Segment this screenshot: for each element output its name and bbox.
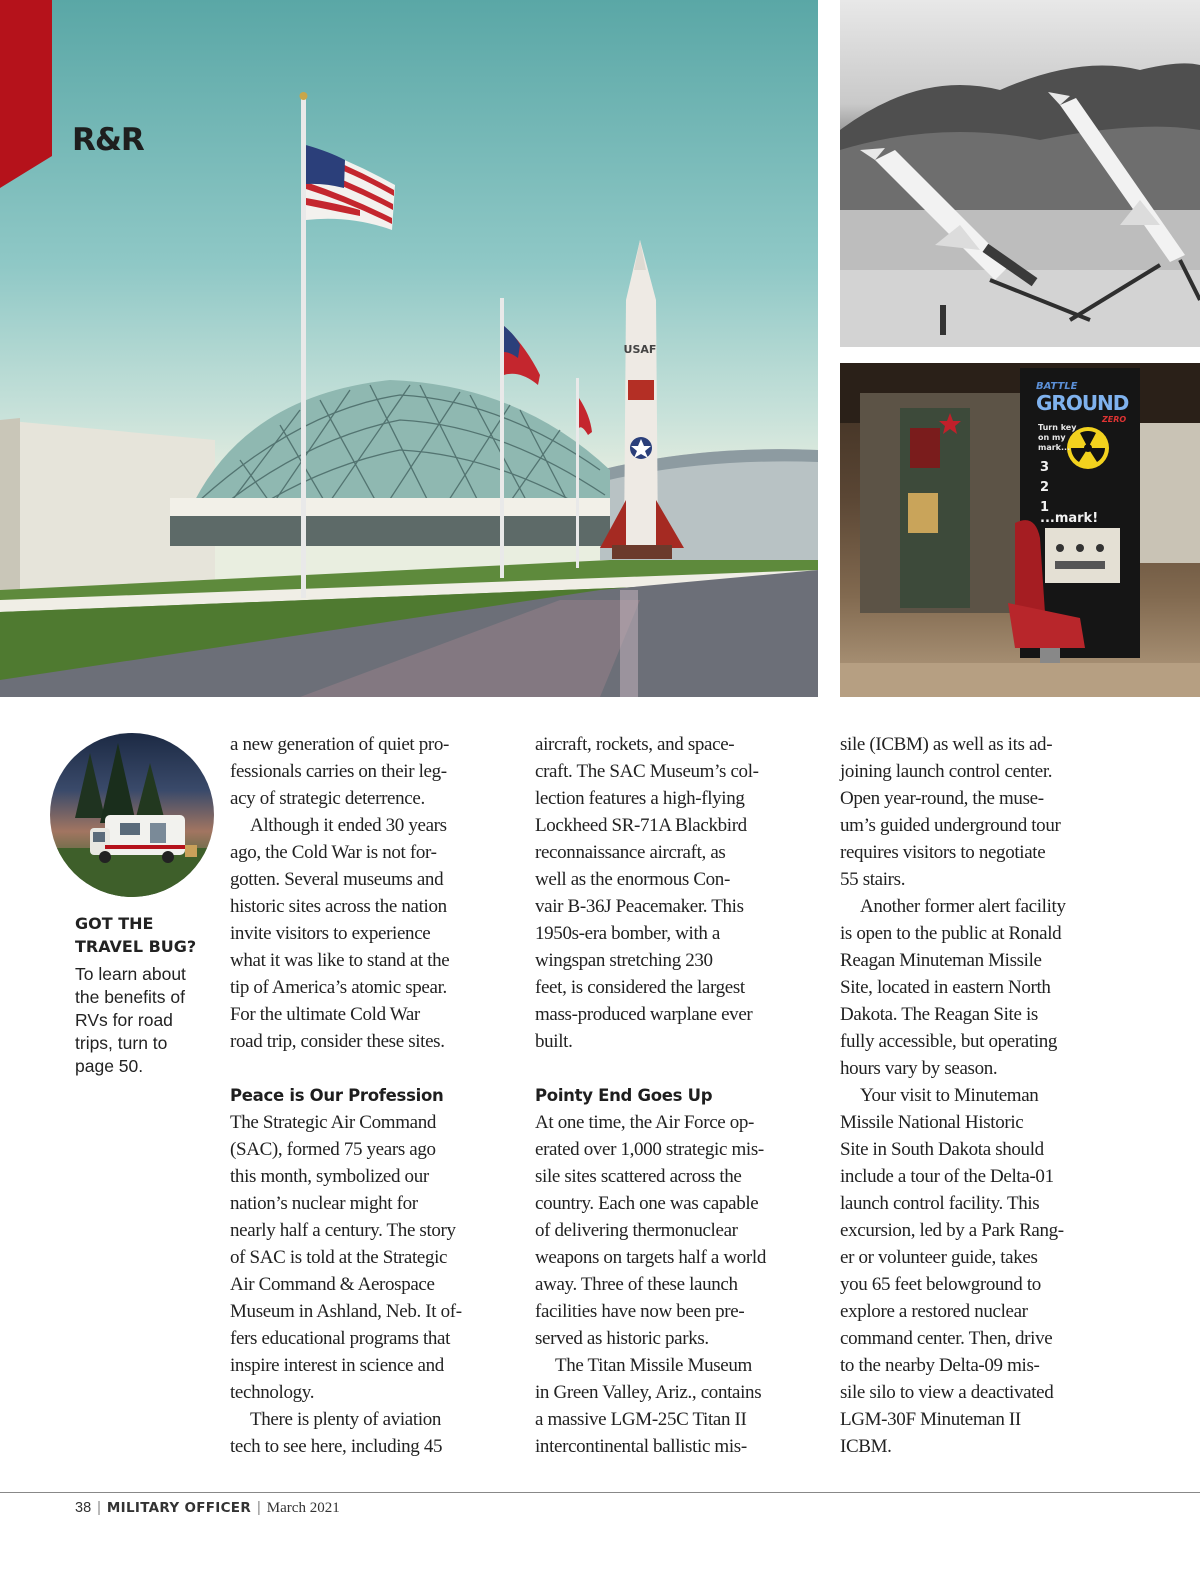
body-text-line: to the nearby Delta-09 mis- bbox=[840, 1355, 1040, 1376]
body-text-line: For the ultimate Cold War bbox=[230, 1004, 420, 1025]
body-text-line: The Strategic Air Command bbox=[230, 1112, 437, 1133]
body-text-line: Museum in Ashland, Neb. It of- bbox=[230, 1301, 462, 1322]
subheading: Peace is Our Profession bbox=[230, 1086, 444, 1105]
exhibit-brand-text: BATTLE bbox=[1036, 381, 1078, 392]
body-text-line: include a tour of the Delta-01 bbox=[840, 1166, 1054, 1187]
body-text-line: of delivering thermonuclear bbox=[535, 1220, 738, 1241]
american-flag-large bbox=[306, 145, 395, 230]
exhibit-sub-text: ZERO bbox=[1102, 415, 1127, 424]
rocket-usaf-text: USAF bbox=[623, 343, 657, 356]
body-text-line: At one time, the Air Force op- bbox=[535, 1112, 755, 1133]
issue-date: March 2021 bbox=[266, 1500, 340, 1516]
body-text-line: fully accessible, but operating bbox=[840, 1031, 1058, 1052]
body-text-line: erated over 1,000 strategic mis- bbox=[535, 1139, 764, 1160]
body-text-line: weapons on targets half a world bbox=[535, 1247, 766, 1268]
rv-illustration bbox=[50, 733, 214, 897]
body-text-line: country. Each one was capable bbox=[535, 1193, 759, 1214]
body-text-line: Site, located in eastern North bbox=[840, 977, 1051, 998]
article-column-2 bbox=[535, 731, 835, 1460]
body-text-line: 55 stairs. bbox=[840, 869, 906, 890]
body-text-line: um’s guided underground tour bbox=[840, 815, 1061, 836]
sidebar-body-line: trips, turn to bbox=[75, 1033, 168, 1053]
missile-launchers-photo bbox=[840, 0, 1200, 347]
body-text-line: well as the enormous Con- bbox=[535, 869, 730, 890]
article-column-1 bbox=[230, 731, 530, 1460]
body-text-line: vair B-36J Peacemaker. This bbox=[535, 896, 744, 917]
section-label: R&R bbox=[72, 122, 144, 158]
body-text-line: fers educational programs that bbox=[230, 1328, 451, 1349]
body-text-line: Lockheed SR-71A Blackbird bbox=[535, 815, 747, 836]
body-text-line: away. Three of these launch bbox=[535, 1274, 738, 1295]
body-text-line: you 65 feet belowground to bbox=[840, 1274, 1041, 1295]
exhibit-count-2: 2 bbox=[1040, 480, 1050, 495]
rv-camping-photo bbox=[50, 733, 214, 897]
exhibit-illustration bbox=[840, 363, 1200, 697]
exhibit-count-3: 3 bbox=[1040, 460, 1050, 475]
body-text-line: tech to see here, including 45 bbox=[230, 1436, 443, 1457]
sidebar-heading bbox=[75, 912, 225, 958]
body-text-line: (SAC), formed 75 years ago bbox=[230, 1139, 436, 1160]
body-text-line: wingspan stretching 230 bbox=[535, 950, 713, 971]
body-text-line: sile sites scattered across the bbox=[535, 1166, 742, 1187]
body-text-line: is open to the public at Ronald bbox=[840, 923, 1062, 944]
body-text-line: road trip, consider these sites. bbox=[230, 1031, 445, 1052]
body-text-line: acy of strategic deterrence. bbox=[230, 788, 425, 809]
body-text-line: lection features a high-flying bbox=[535, 788, 745, 809]
body-text-line: this month, symbolized our bbox=[230, 1166, 429, 1187]
body-text-line: a massive LGM-25C Titan II bbox=[535, 1409, 747, 1430]
body-text-line: requires visitors to negotiate bbox=[840, 842, 1046, 863]
magazine-name: MILITARY OFFICER bbox=[106, 1500, 252, 1516]
body-text-line: intercontinental ballistic mis- bbox=[535, 1436, 747, 1457]
body-text-line: Air Command & Aerospace bbox=[230, 1274, 435, 1295]
sidebar-body-line: the benefits of bbox=[75, 987, 185, 1007]
sac-museum-illustration bbox=[0, 0, 818, 697]
body-text-line: excursion, led by a Park Rang- bbox=[840, 1220, 1064, 1241]
page-number: 38 bbox=[75, 1500, 92, 1516]
exhibit-title-text: GROUND bbox=[1036, 391, 1129, 415]
sidebar-body bbox=[75, 963, 215, 1078]
page-footer bbox=[75, 1497, 340, 1519]
body-text-line: joining launch control center. bbox=[840, 761, 1053, 782]
footer-separator: | bbox=[257, 1500, 261, 1516]
body-text-line: gotten. Several museums and bbox=[230, 869, 444, 890]
body-text-line: tip of America’s atomic spear. bbox=[230, 977, 447, 998]
body-text-line: LGM-30F Minuteman II bbox=[840, 1409, 1021, 1430]
body-text-line: of SAC is told at the Strategic bbox=[230, 1247, 448, 1268]
exhibit-count-1: 1 bbox=[1040, 500, 1050, 515]
body-text-line: Open year-round, the muse- bbox=[840, 788, 1044, 809]
body-text-line: hours vary by season. bbox=[840, 1058, 998, 1079]
body-text-line: built. bbox=[535, 1031, 573, 1052]
body-text-line: Missile National Historic bbox=[840, 1112, 1024, 1133]
exhibit-mark-text: ...mark! bbox=[1040, 511, 1099, 526]
body-text-line: explore a restored nuclear bbox=[840, 1301, 1028, 1322]
sidebar-heading-line: GOT THE bbox=[75, 914, 154, 933]
body-text-line: Dakota. The Reagan Site is bbox=[840, 1004, 1038, 1025]
body-text-line: Site in South Dakota should bbox=[840, 1139, 1044, 1160]
body-text-line: a new generation of quiet pro- bbox=[230, 734, 449, 755]
body-text-line: launch control facility. This bbox=[840, 1193, 1040, 1214]
body-text-line: The Titan Missile Museum bbox=[555, 1355, 752, 1376]
body-text-line: aircraft, rockets, and space- bbox=[535, 734, 735, 755]
subheading: Pointy End Goes Up bbox=[535, 1086, 713, 1105]
body-text-line: sile silo to view a deactivated bbox=[840, 1382, 1054, 1403]
body-text-line: command center. Then, drive bbox=[840, 1328, 1053, 1349]
exhibit-line-3: mark... bbox=[1038, 443, 1071, 452]
sidebar-heading-line: TRAVEL BUG? bbox=[75, 937, 197, 956]
footer-separator: | bbox=[97, 1500, 101, 1516]
paragraph-gap bbox=[535, 1055, 835, 1082]
sac-museum-photo bbox=[0, 0, 818, 697]
body-text-line: mass-produced warplane ever bbox=[535, 1004, 753, 1025]
missile-illustration bbox=[840, 0, 1200, 347]
body-text-line: in Green Valley, Ariz., contains bbox=[535, 1382, 762, 1403]
body-text-line: ICBM. bbox=[840, 1436, 892, 1457]
body-text-line: sile (ICBM) as well as its ad- bbox=[840, 734, 1053, 755]
body-text-line: ago, the Cold War is not for- bbox=[230, 842, 437, 863]
article-column-3 bbox=[840, 731, 1140, 1460]
body-text-line: There is plenty of aviation bbox=[250, 1409, 442, 1430]
sidebar-body-line: RVs for road bbox=[75, 1010, 173, 1030]
body-text-line: Your visit to Minuteman bbox=[860, 1085, 1039, 1106]
body-text-line: Another former alert facility bbox=[860, 896, 1066, 917]
body-text-line: served as historic parks. bbox=[535, 1328, 709, 1349]
body-text-line: what it was like to stand at the bbox=[230, 950, 450, 971]
exhibit-line-1: Turn key bbox=[1038, 423, 1077, 432]
body-text-line: facilities have now been pre- bbox=[535, 1301, 745, 1322]
exhibit-line-2: on my bbox=[1038, 433, 1066, 442]
body-text-line: historic sites across the nation bbox=[230, 896, 447, 917]
body-text-line: nation’s nuclear might for bbox=[230, 1193, 418, 1214]
paragraph-gap bbox=[230, 1055, 530, 1082]
body-text-line: nearly half a century. The story bbox=[230, 1220, 456, 1241]
body-text-line: invite visitors to experience bbox=[230, 923, 431, 944]
sidebar-body-line: To learn about bbox=[75, 964, 186, 984]
battle-ground-zero-exhibit-photo bbox=[840, 363, 1200, 697]
body-text-line: er or volunteer guide, takes bbox=[840, 1247, 1038, 1268]
sidebar-body-line: page 50. bbox=[75, 1056, 144, 1076]
body-text-line: technology. bbox=[230, 1382, 315, 1403]
body-text-line: 1950s-era bomber, with a bbox=[535, 923, 721, 944]
body-text-line: feet, is considered the largest bbox=[535, 977, 745, 998]
body-text-line: reconnaissance aircraft, as bbox=[535, 842, 726, 863]
body-text-line: inspire interest in science and bbox=[230, 1355, 444, 1376]
body-text-line: craft. The SAC Museum’s col- bbox=[535, 761, 759, 782]
footer-divider bbox=[0, 1492, 1200, 1493]
body-text-line: Reagan Minuteman Missile bbox=[840, 950, 1042, 971]
body-text-line: fessionals carries on their leg- bbox=[230, 761, 447, 782]
section-red-tab bbox=[0, 0, 52, 188]
body-text-line: Although it ended 30 years bbox=[250, 815, 447, 836]
